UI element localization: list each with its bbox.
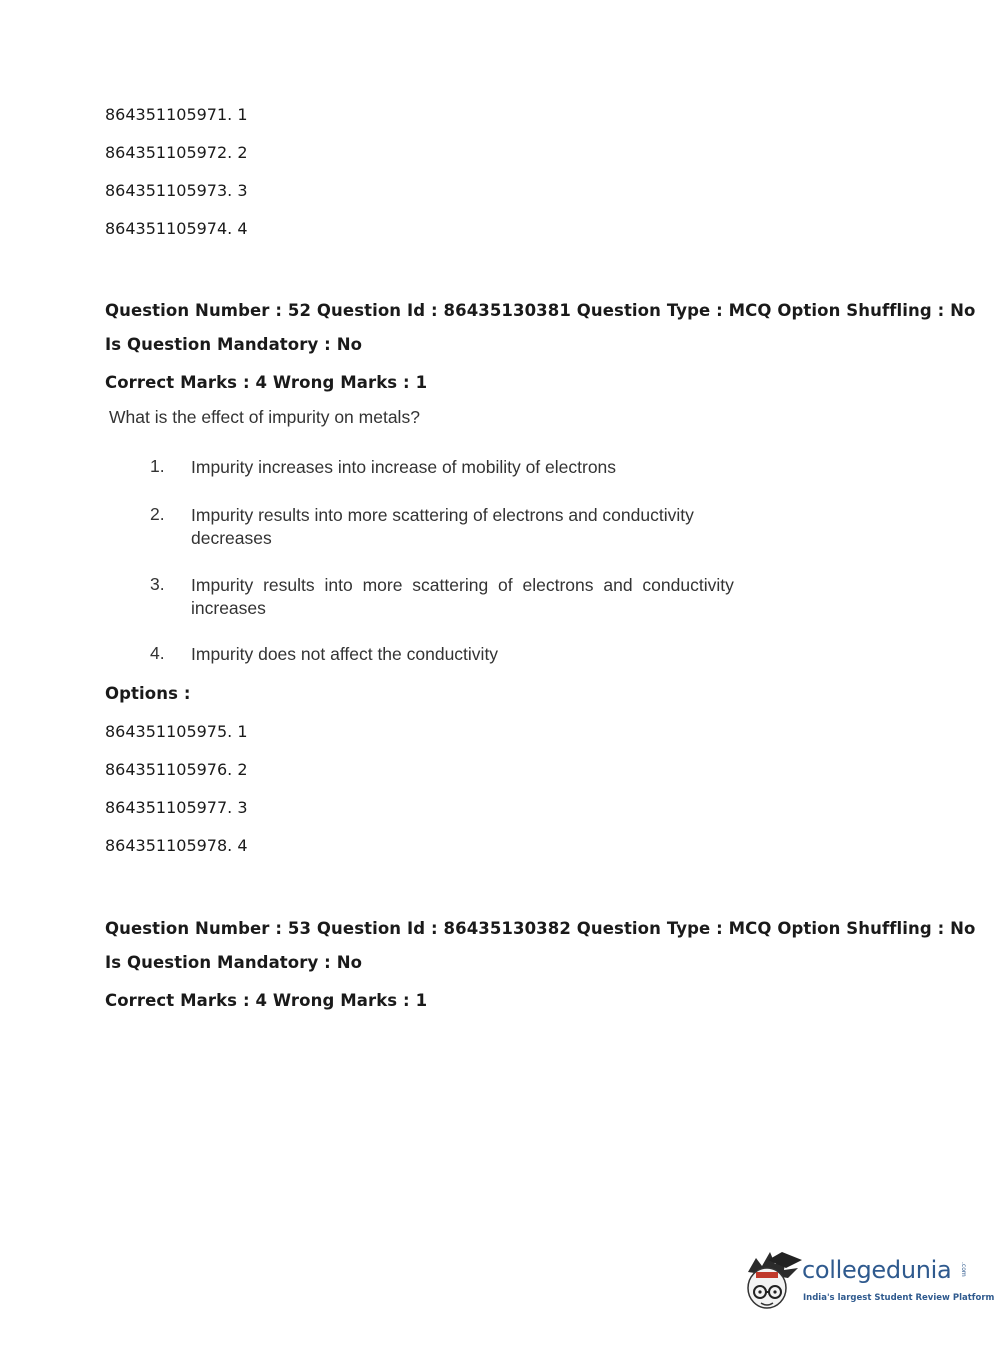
option-line: 864351105976. 2 xyxy=(105,760,248,779)
question-header: Question Number : 53 Question Id : 86435130382 Question Type : MCQ Option Shuffling : No xyxy=(105,919,976,938)
question-mandatory: Is Question Mandatory : No xyxy=(105,335,363,354)
option-line: 864351105973. 3 xyxy=(105,181,248,200)
question-header: Question Number : 52 Question Id : 86435130381 Question Type : MCQ Option Shuffling : No xyxy=(105,301,976,320)
options-label: Options : xyxy=(105,684,191,703)
option-line: 864351105972. 2 xyxy=(105,143,248,162)
option-line: 864351105978. 4 xyxy=(105,836,248,855)
option-line: 864351105974. 4 xyxy=(105,219,248,238)
question-marks: Correct Marks : 4 Wrong Marks : 1 xyxy=(105,991,428,1010)
option-line: 864351105971. 1 xyxy=(105,105,248,124)
logo-tagline: India's largest Student Review Platform xyxy=(803,1293,995,1303)
question-text: What is the effect of impurity on metals? xyxy=(109,407,420,427)
logo-suffix: .com xyxy=(960,1262,967,1277)
collegedunia-logo[interactable] xyxy=(742,1250,995,1316)
option-line: 864351105977. 3 xyxy=(105,798,248,817)
logo-wordmark: collegedunia xyxy=(802,1256,952,1284)
question-marks: Correct Marks : 4 Wrong Marks : 1 xyxy=(105,373,428,392)
mascot-icon xyxy=(742,1250,804,1316)
option-line: 864351105975. 1 xyxy=(105,722,248,741)
question-mandatory: Is Question Mandatory : No xyxy=(105,953,363,972)
